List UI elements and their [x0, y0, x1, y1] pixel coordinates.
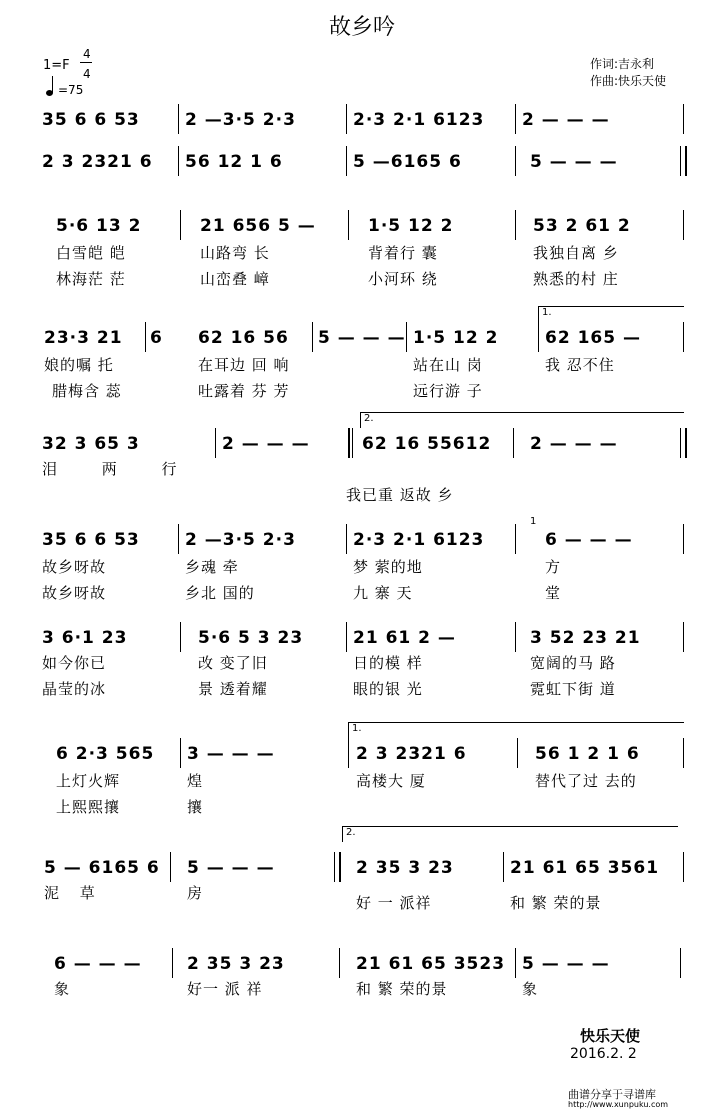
barline: [515, 210, 516, 240]
barline: [215, 428, 216, 458]
barline: [178, 524, 179, 554]
lyric: 乡魂 牵: [185, 558, 239, 576]
lyric: 煌: [187, 772, 204, 790]
lyricist-credit: 作词:吉永利: [590, 57, 655, 71]
barline: [172, 948, 173, 978]
barline: [346, 524, 347, 554]
lyric: 和 繁 荣的景: [356, 980, 448, 998]
lyric: 远行游 子: [413, 382, 483, 400]
lyric: 高楼大 厦: [356, 772, 426, 790]
lyric: 吐露着 芬 芳: [198, 382, 290, 400]
measure: 5 — 6165 6: [44, 858, 160, 878]
measure: 2 3 2321 6: [356, 744, 467, 764]
lyric: 堂: [545, 584, 562, 602]
barline: [346, 146, 347, 176]
time-signature-bottom: 4: [83, 67, 91, 81]
lyric: 如今你已: [42, 654, 107, 672]
measure: 5 — — —: [522, 954, 610, 974]
barline: [515, 524, 516, 554]
lyric: 在耳边 回 响: [198, 356, 290, 374]
measure: 5·6 13 2: [56, 216, 142, 236]
repeat-barline: [685, 428, 687, 458]
volta-label: 1.: [352, 723, 362, 734]
lyric: 梦 萦的地: [353, 558, 423, 576]
lyric: 晶莹的冰: [42, 680, 107, 698]
measure: 3 — — —: [187, 744, 275, 764]
lyric: 替代了过 去的: [535, 772, 637, 790]
lyric: 故乡呀故: [42, 558, 107, 576]
lyric: 和 繁 荣的景: [510, 894, 602, 912]
volta-bracket: [348, 722, 349, 738]
lyric: 泥 草: [44, 884, 103, 902]
measure: 21 61 65 3561: [510, 858, 660, 878]
barline: [683, 210, 684, 240]
lyric: 熟悉的村 庄: [533, 270, 619, 288]
barline: [180, 738, 181, 768]
barline: [178, 104, 179, 134]
volta-bracket: [538, 306, 684, 307]
lyric: 上熙熙攘: [56, 798, 121, 816]
barline: [145, 322, 146, 352]
volta-bracket: [342, 826, 678, 827]
barline: [348, 738, 349, 768]
final-barline: [680, 948, 681, 978]
barline: [517, 738, 518, 768]
lyric: 房: [187, 884, 204, 902]
measure: 56 1 2 1 6: [535, 744, 640, 764]
measure: 32 3 65 3: [42, 434, 140, 454]
lyric: 我已重 返故 乡: [346, 486, 454, 504]
measure: 5 — — —: [530, 152, 618, 172]
measure: 2 — — —: [530, 434, 618, 454]
measure: 56 12 1 6: [185, 152, 283, 172]
measure: 53 2 61 2: [533, 216, 631, 236]
measure: 5 —6165 6: [353, 152, 462, 172]
volta-label: 2.: [346, 827, 356, 838]
lyric: 好一 派 祥: [187, 980, 263, 998]
barline: [348, 210, 349, 240]
measure: 2 —3·5 2·3: [185, 530, 296, 550]
barline: [683, 524, 684, 554]
measure: 3 52 23 21: [530, 628, 641, 648]
barline: [683, 738, 684, 768]
barline: [683, 852, 684, 882]
barline: [312, 322, 313, 352]
barline: [515, 104, 516, 134]
measure: 5 — — —: [187, 858, 275, 878]
measure: 21 61 65 3523: [356, 954, 506, 974]
barline: [334, 852, 335, 882]
lyric: 白雪皑 皑: [56, 244, 126, 262]
lyric: 山峦叠 嶂: [200, 270, 270, 288]
time-signature-line: [80, 62, 92, 63]
barline: [515, 948, 516, 978]
lyric: 方: [545, 558, 562, 576]
barline: [346, 622, 347, 652]
double-barline: [339, 852, 341, 882]
lyric: 山路弯 长: [200, 244, 270, 262]
measure: 62 16 56: [198, 328, 289, 348]
measure: 5 — — —: [318, 328, 406, 348]
barline: [503, 852, 504, 882]
measure: 1·5 12 2: [368, 216, 454, 236]
barline: [346, 104, 347, 134]
lyric: 攘: [187, 798, 204, 816]
measure: 2 3 2321 6: [42, 152, 153, 172]
lyric: 景 透着耀: [198, 680, 268, 698]
measure: 2·3 2·1 6123: [353, 530, 485, 550]
measure: 6 — — —: [54, 954, 142, 974]
repeat-barline: [680, 428, 681, 458]
barline: [513, 428, 514, 458]
composer-credit: 作曲:快乐天使: [590, 74, 667, 88]
song-title: 故乡吟: [328, 15, 395, 40]
time-signature-top: 4: [83, 47, 91, 61]
lyric: 林海茫 茫: [56, 270, 126, 288]
lyric: 象: [522, 980, 539, 998]
quarter-note-icon: [46, 90, 53, 96]
measure: 6 — — —: [545, 530, 633, 550]
measure: 21 656 5 —: [200, 216, 316, 236]
lyric: 改 变了旧: [198, 654, 268, 672]
measure: 6: [150, 328, 163, 348]
measure: 3 6·1 23: [42, 628, 128, 648]
signature-name: 快乐天使: [580, 1027, 641, 1045]
repeat-barline: [685, 146, 687, 176]
lyric: 宽阔的马 路: [530, 654, 616, 672]
volta-bracket: [342, 826, 343, 842]
lyric: 泪 两 行: [42, 460, 197, 478]
measure: 2 — — —: [522, 110, 610, 130]
lyric: 我 忍不住: [545, 356, 615, 374]
lyric: 小河环 绕: [368, 270, 438, 288]
signature-date: 2016.2. 2: [570, 1046, 637, 1062]
barline: [170, 852, 171, 882]
volta-bracket: [348, 722, 684, 723]
volta-label: 1.: [542, 307, 552, 318]
barline: [180, 210, 181, 240]
lyric: 上灯火辉: [56, 772, 121, 790]
barline: [406, 322, 407, 352]
barline: [339, 948, 340, 978]
repeat-barline: [352, 428, 353, 458]
lyric: 九 寨 天: [353, 584, 413, 602]
lyric: 乡北 国的: [185, 584, 255, 602]
barline: [683, 622, 684, 652]
lyric: 霓虹下街 道: [530, 680, 616, 698]
tempo-marking: =75: [58, 83, 84, 97]
lyric: 娘的嘱 托: [44, 356, 114, 374]
watermark-text: 曲谱分享于寻谱库: [568, 1088, 656, 1101]
barline: [538, 322, 539, 352]
measure: 2 —3·5 2·3: [185, 110, 296, 130]
barline: [178, 146, 179, 176]
measure: 62 16 55612: [362, 434, 492, 454]
measure: 2 35 3 23: [187, 954, 285, 974]
measure: 1·5 12 2: [413, 328, 499, 348]
lyric: 日的模 样: [353, 654, 423, 672]
volta-bracket: [360, 412, 361, 428]
lyric: 腊梅含 蕊: [52, 382, 122, 400]
measure: 62 165 —: [545, 328, 641, 348]
measure: 35 6 6 53: [42, 530, 140, 550]
lyric: 站在山 岗: [413, 356, 483, 374]
lyric: 好 一 派祥: [356, 894, 432, 912]
measure: 23·3 21: [44, 328, 123, 348]
measure: 35 6 6 53: [42, 110, 140, 130]
lyric: 故乡呀故: [42, 584, 107, 602]
barline: [683, 104, 684, 134]
barline: [515, 622, 516, 652]
volta-bracket: [538, 306, 539, 322]
volta-bracket: [360, 412, 684, 413]
measure: 2 35 3 23: [356, 858, 454, 878]
measure: 21 61 2 —: [353, 628, 456, 648]
watermark-url: http://www.xunpuku.com: [568, 1100, 669, 1109]
volta-label: 2.: [364, 413, 374, 424]
barline: [683, 322, 684, 352]
repeat-barline: [680, 146, 681, 176]
barline: [515, 146, 516, 176]
repeat-barline: [348, 428, 350, 458]
barline: [180, 622, 181, 652]
lyric: 我独自离 乡: [533, 244, 619, 262]
lyric: 眼的银 光: [353, 680, 423, 698]
key-signature: 1=F: [43, 58, 70, 73]
measure: 2 — — —: [222, 434, 310, 454]
lyric: 背着行 囊: [368, 244, 438, 262]
volta-label: 1: [530, 516, 537, 527]
measure: 2·3 2·1 6123: [353, 110, 485, 130]
lyric: 象: [54, 980, 71, 998]
measure: 5·6 5 3 23: [198, 628, 304, 648]
measure: 6 2·3 565: [56, 744, 155, 764]
